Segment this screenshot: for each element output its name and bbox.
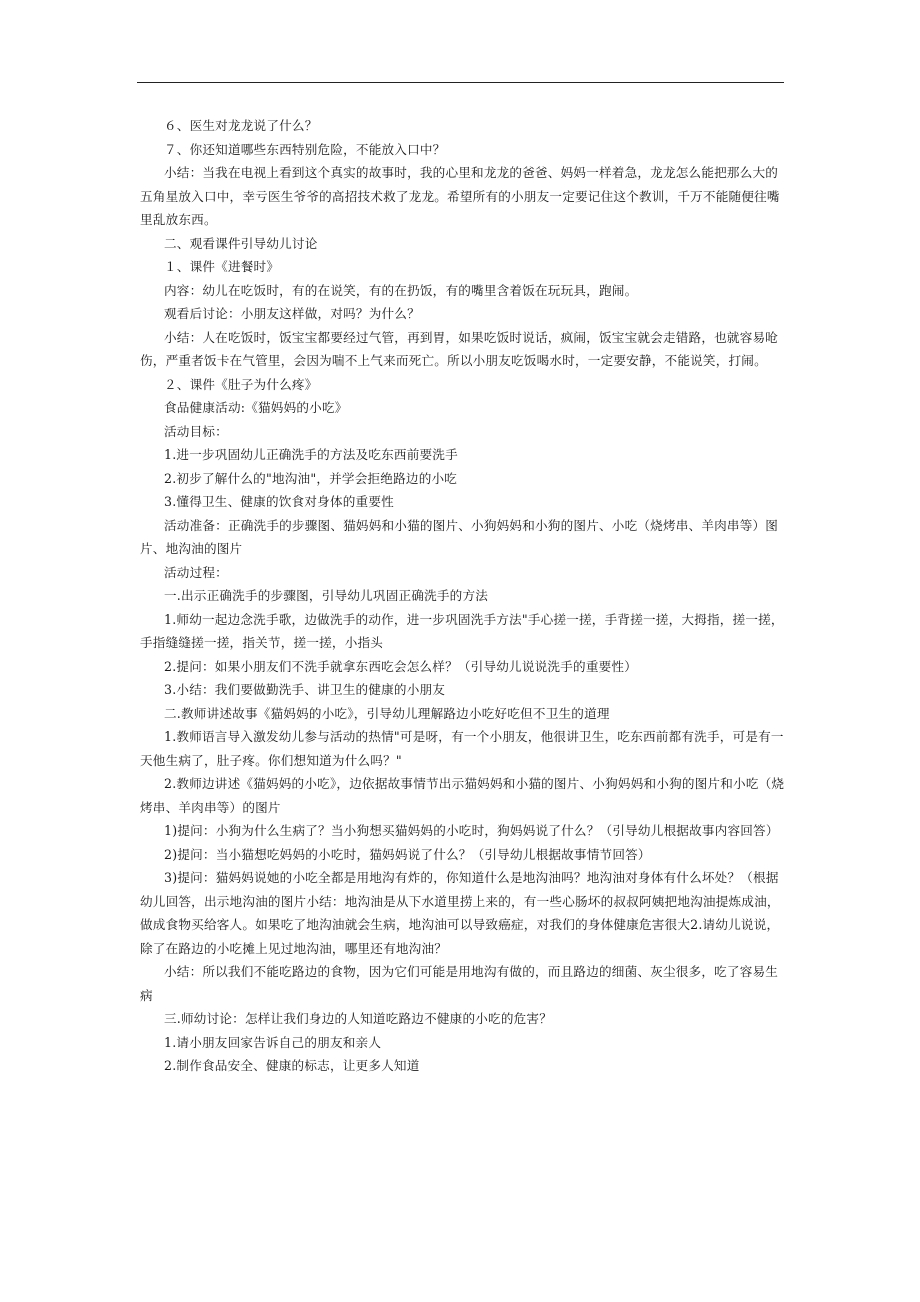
paragraph: 小结：人在吃饭时，饭宝宝都要经过气管，再到胃，如果吃饭时说话，疯闹，饭宝宝就会走错路，也就容易呛伤，严重者饭卡在气管里，会因为喘不上气来而死亡。所以小朋友吃饭喝水时，一定要安静，不能说笑，打闹。 [140, 329, 779, 368]
section-heading: 食品健康活动:《猫妈妈的小吃》 [164, 400, 348, 415]
list-item: 3)提问：猫妈妈说她的小吃全都是用地沟有炸的，你知道什么是地沟油吗？地沟油对身体有什么坏处？（根据幼儿回答，出示地沟油的图片小结：地沟油是从下水道里捞上来的，有一些心肠坏的叔叔阿姨把地沟油提炼成油，做成食物买给客人。如果吃了地沟油就会生病，地沟油可以导致癌症，对我们的身体健康危害很大2.请幼儿说说，除了在路边的小吃摊上见过地沟油，哪里还有地沟油？ [140, 870, 780, 956]
paragraph: 小结：当我在电视上看到这个真实的故事时，我的心里和龙龙的爸爸、妈妈一样着急，龙龙怎么能把那么大的五角星放入口中，幸亏医生爷爷的高招技术救了龙龙。希望所有的小朋友一定要记住这个教训，千万不能随便往嘴里乱放东西。 [140, 165, 780, 227]
section-heading: 三.师幼讨论：怎样让我们身边的人知道吃路边不健康的小吃的危害？ [164, 1011, 553, 1026]
list-item: 3.小结：我们要做勤洗手、讲卫生的健康的小朋友 [164, 682, 446, 697]
list-item: 2.教师边讲述《猫妈妈的小吃》，边依据故事情节出示猫妈妈和小猫的图片、小狗妈妈和小狗的图片和小吃（烧烤串、羊肉串等）的图片 [140, 776, 785, 815]
list-item: 1.教师语言导入激发幼儿参与活动的热情"可是呀，有一个小朋友，他很讲卫生，吃东西前都有洗手，可是有一天他生病了，肚子疼。你们想知道为什么吗？" [140, 729, 784, 768]
header-rule [137, 82, 784, 83]
paragraph: ２、课件《肚子为什么疼》 [164, 376, 318, 392]
paragraph: 活动目标： [164, 423, 228, 439]
list-item: 1)提问：小狗为什么生病了？当小狗想买猫妈妈的小吃时，狗妈妈说了什么？（引导幼儿根据故事内容回答） [164, 823, 779, 838]
paragraph: 观看后讨论：小朋友这样做，对吗？为什么？ [164, 306, 420, 321]
list-item: 3.懂得卫生、健康的饮食对身体的重要性 [164, 494, 394, 509]
paragraph: 内容：幼儿在吃饭时，有的在说笑，有的在扔饭，有的嘴里含着饭在玩玩具，跑闹。 [164, 282, 638, 298]
paragraph: ６、医生对龙龙说了什么？ [164, 118, 318, 133]
list-item: 2)提问：当小猫想吃妈妈的小吃时，猫妈妈说了什么？（引导幼儿根据故事情节回答） [164, 846, 651, 862]
list-item: 2.提问：如果小朋友们不洗手就拿东西吃会怎么样？（引导幼儿说说洗手的重要性） [164, 658, 637, 674]
section-heading: 二.教师讲述故事《猫妈妈的小吃》，引导幼儿理解路边小吃好吃但不卫生的道理 [164, 705, 610, 721]
paragraph: ７、你还知道哪些东西特别危险，不能放入口中？ [164, 141, 446, 157]
document-body [140, 114, 790, 1078]
list-item: 1.进一步巩固幼儿正确洗手的方法及吃东西前要洗手 [164, 447, 458, 462]
list-item: 2.初步了解什么的"地沟油"，并学会拒绝路边的小吃 [164, 470, 458, 486]
list-item: 1.师幼一起边念洗手歌，边做洗手的动作，进一步巩固洗手方法"手心搓一搓，手背搓一搓，大拇指，搓一搓，手指缝缝搓一搓，指关节，搓一搓，小指头 [140, 611, 784, 650]
paragraph: １、课件《进餐时》 [164, 259, 280, 274]
paragraph: 活动过程： [164, 564, 228, 580]
section-heading: 一.出示正确洗手的步骤图，引导幼儿巩固正确洗手的方法 [164, 588, 489, 603]
paragraph: 小结：所以我们不能吃路边的食物，因为它们可能是用地沟有做的，而且路边的细菌、灰尘很多，吃了容易生病 [140, 964, 779, 1003]
paragraph: 活动准备：正确洗手的步骤图、猫妈妈和小猫的图片、小狗妈妈和小狗的图片、小吃（烧烤串、羊肉串等）图片、地沟油的图片 [140, 517, 779, 556]
list-item: 1.请小朋友回家告诉自己的朋友和亲人 [164, 1034, 382, 1050]
list-item: 2.制作食品安全、健康的标志，让更多人知道 [164, 1058, 420, 1073]
section-heading: 二、观看课件引导幼儿讨论 [164, 235, 318, 251]
